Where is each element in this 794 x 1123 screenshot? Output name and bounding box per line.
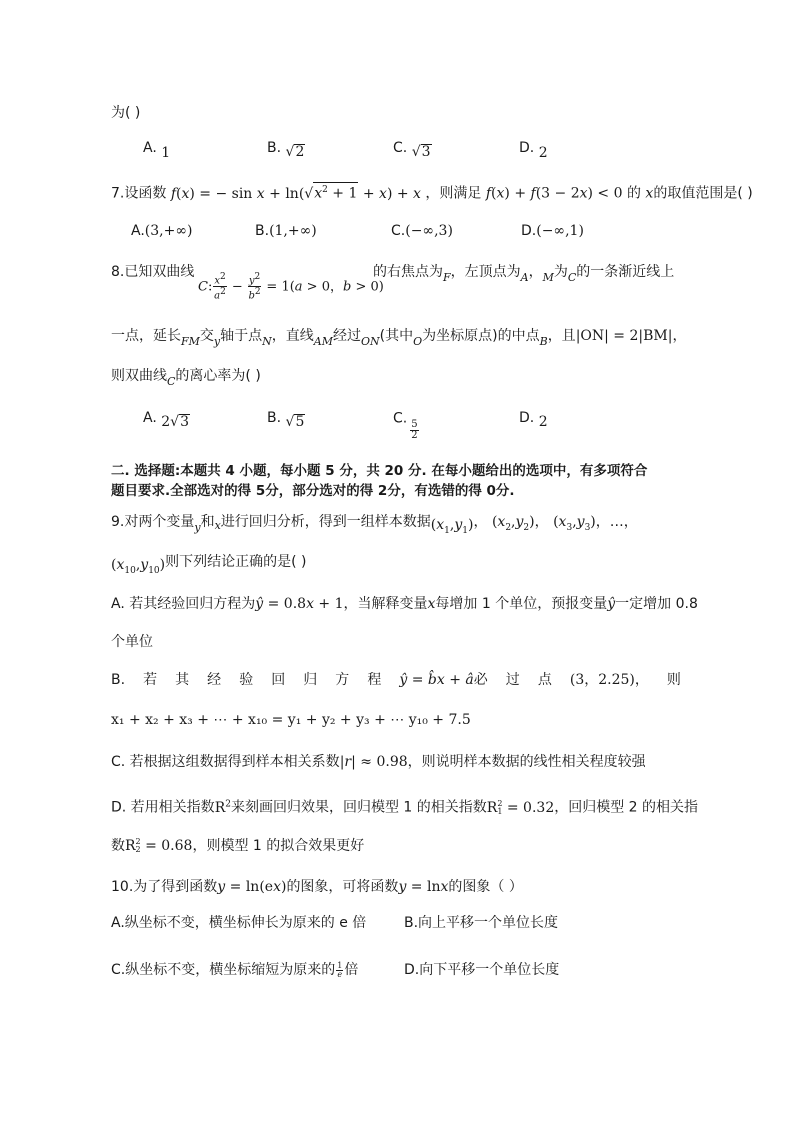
q8-option-a[interactable]: A. 2√3 bbox=[143, 410, 189, 430]
q8-options bbox=[143, 408, 663, 448]
q9-option-b-equation: x₁ + x₂ + x₃ + ⋯ + x₁₀ = y₁ + y₂ + y₃ + ⋯ y₁₀ + 7.5 bbox=[111, 712, 471, 728]
q10-option-b[interactable]: B.向上平移一个单位长度 bbox=[404, 915, 559, 931]
q9-sample-1: $(x_1,y_1)$ bbox=[430, 517, 474, 536]
q10-option-d[interactable]: D.向下平移一个单位长度 bbox=[404, 962, 560, 978]
q9-sample-2: $(x_2,y_2)$ bbox=[491, 514, 535, 533]
q6-options bbox=[143, 138, 663, 160]
q7-option-c[interactable]: C.(−∞,3) bbox=[391, 223, 453, 239]
q9-sample-3: $(x_3,y_3)$ bbox=[553, 514, 596, 533]
q9-option-a[interactable]: A. 若其经验回归方程为ŷ = 0.8x + 1，当解释变量x每增加 1 个单位，预报变量ŷ一定增加 0.8 bbox=[111, 596, 698, 612]
q8-line3: 则双曲线$_C$的离心率为( ) bbox=[111, 368, 261, 388]
q8-hyperbola-equation: C: $\frac{x2}{a2}$ − $\frac{y2}{b2}$ = 1(a > 0，b > 0) bbox=[198, 272, 384, 302]
q7-function: f(x) = − $\sin x + \ln(√x^2 + 1 + x) + x$ bbox=[171, 186, 421, 202]
q8-line1: 8.已知双曲线 bbox=[111, 264, 195, 280]
q9-option-d[interactable]: D. 若用相关指数$R^2$来刻画回归效果，回归模型 1 的相关指数R 2 1 = 0.32，回归模型 2 的相关指 bbox=[111, 798, 699, 816]
q8-line1-rest: 的右焦点为$_F$，左顶点为$_A$，$_M$为$_C$的一条渐近线上 bbox=[373, 264, 675, 284]
section-heading-line2: 题目要求.全部选对的得 5分，部分选对的得 2分，有选错的得 0分. bbox=[111, 483, 515, 499]
q7-stem: 7.设函数 f(x) = − $\sin x + \ln(√x^2 + 1 + x) + x$ ，则满足 f(x) + f(3 − 2x) < 0 的 x的取值范围是( ) bbox=[111, 182, 753, 204]
q10-option-a[interactable]: A.纵坐标不变，横坐标伸长为原来的 e 倍 bbox=[111, 915, 367, 931]
q6-option-a[interactable]: A. 1 bbox=[143, 140, 171, 161]
q9-option-d-line2: 数R 2 2 = 0.68，则模型 1 的拟合效果更好 bbox=[111, 837, 365, 854]
q7-inequality: f(x) + f(3 − 2x) < 0 bbox=[485, 185, 623, 202]
q6-stem-tail: 为( ) bbox=[111, 105, 141, 121]
q8-option-b[interactable]: B. √5 bbox=[267, 410, 305, 430]
q8-option-c[interactable]: C. $\frac{5}{2}$ bbox=[393, 410, 418, 441]
q9-sample-10: $(x_{10},y_{10})$ bbox=[111, 557, 166, 576]
q9-option-c[interactable]: C. 若根据这组数据得到样本相关系数|r| ≈ 0.98，则说明样本数据的线性相关程度较强 bbox=[111, 754, 646, 770]
q7-option-b[interactable]: B.(1,+∞) bbox=[255, 223, 317, 239]
q8-option-d[interactable]: D. 2 bbox=[519, 410, 548, 430]
q9-option-b[interactable]: B. 若 其 经 验 回 归 方 程 ŷ = b̂x + â必 过 点 (3，2.25)， 则 bbox=[111, 672, 681, 688]
q9-line2: $(x_{10},y_{10})$则下列结论正确的是( ) bbox=[111, 554, 307, 576]
q6-option-d[interactable]: D. 2 bbox=[519, 140, 548, 161]
q7-option-a[interactable]: A.(3,+∞) bbox=[131, 223, 193, 239]
q6-option-c[interactable]: C. √3 bbox=[393, 140, 431, 160]
q10-stem: 10.为了得到函数y = ln(ex)的图象，可将函数y = lnx的图象（ ） bbox=[111, 879, 523, 895]
q7-options bbox=[131, 221, 671, 243]
q6-option-b[interactable]: B. √2 bbox=[267, 140, 305, 160]
q8-line2: 一点，延长$_{FM}$交$_y$轴于点$_N$，直线$_{AM}$经过$_{ON}$(其中$_O$为坐标原点)的中点$_B$，且|ON| = 2|BM|， bbox=[111, 328, 687, 348]
section-heading: 二. 选择题:本题共 4 小题，每小题 5 分，共 20 分. 在每小题给出的选项中，有多项符合 bbox=[111, 463, 648, 479]
q10-option-c[interactable]: C.纵坐标不变，横坐标缩短为原来的 $\frac{1}{e}$ 倍 bbox=[111, 960, 359, 979]
q9-line1: 9.对两个变量$_y$和$_x$进行回归分析，得到一组样本数据$(x_1,y_1)$， $(x_2,y_2)$， $(x_3,y_3)$，…， bbox=[111, 514, 638, 536]
q9-option-a-line2: 个单位 bbox=[111, 634, 153, 650]
q7-option-d[interactable]: D.(−∞,1) bbox=[521, 223, 584, 239]
